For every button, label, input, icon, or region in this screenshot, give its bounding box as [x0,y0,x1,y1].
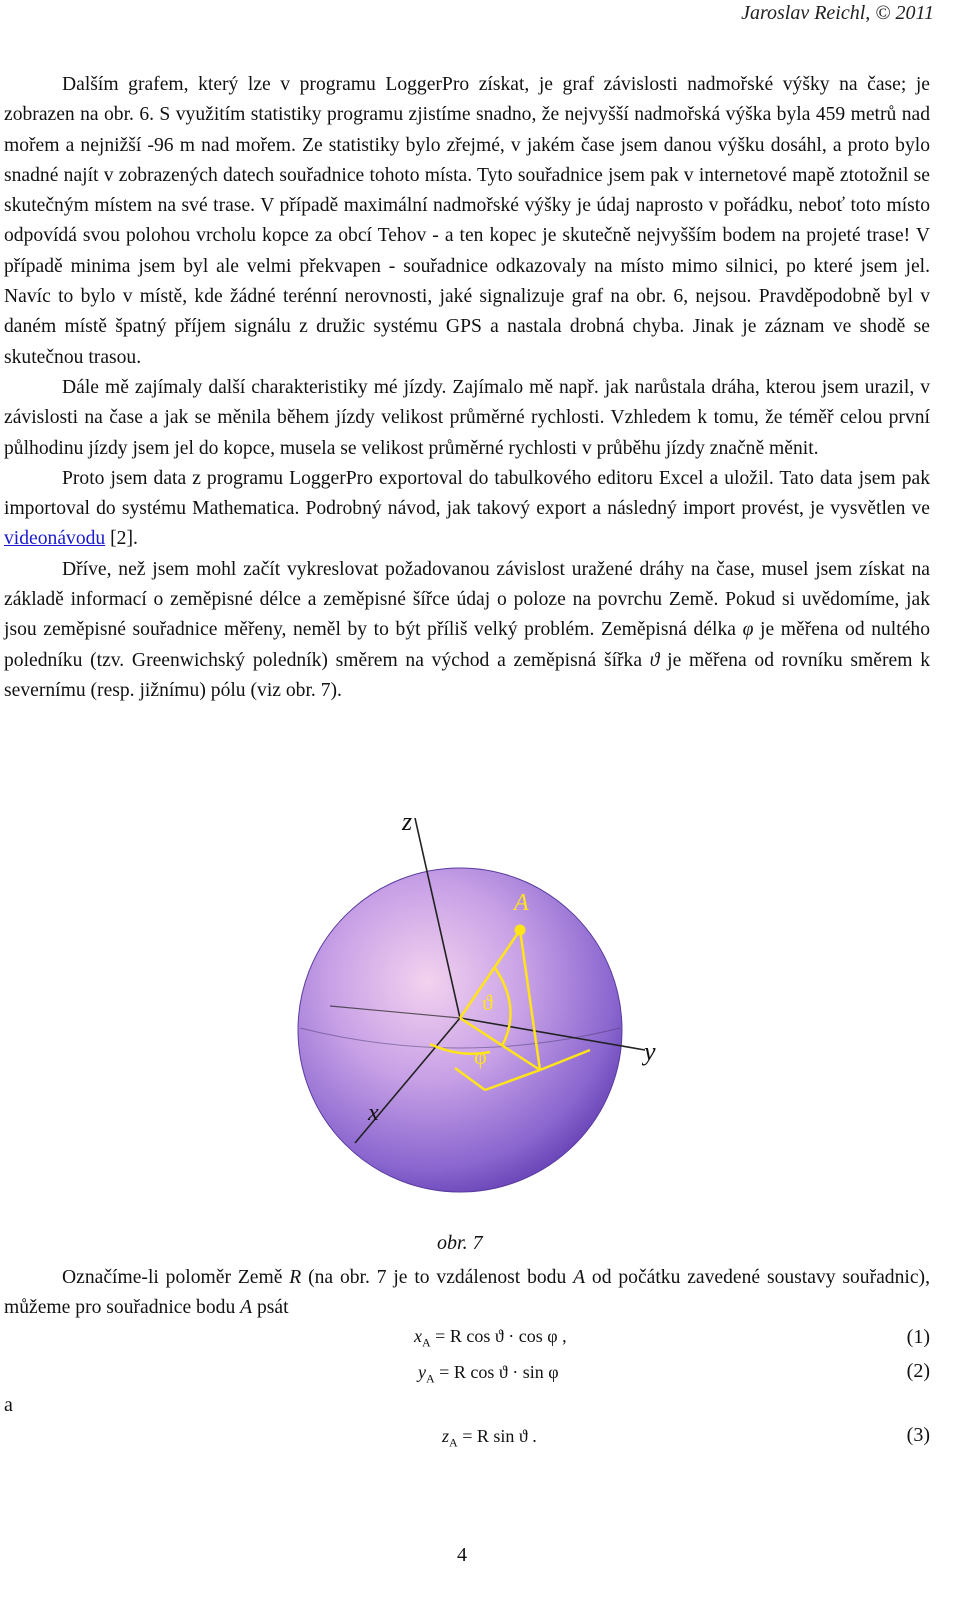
paragraph-export-text: Proto jsem data z programu LoggerPro exportoval do tabulkového editoru Excel a uložil. Tato data jsem pak importoval do systému Mathematica. Podrobný návod, jak takový export a následný import provést, je vysvětlen ve [4,467,930,520]
equation-1 [414,1326,567,1351]
paragraph-altitude: Dalším grafem, který lze v programu LoggerPro získat, je graf závislosti nadmořské výšky na čase; je zobrazen na obr. 6. S využitím statistiky programu zjistíme snadno, že nejvyšší nadmořská výška byla 459 metrů nad mořem a nejnižší -96 m nad mořem. Ze statistiky bylo zřejmé, v jakém čase jsem danou výšku dosáhl, a proto bylo snadné najít v zobrazených datech souřadnice tohoto místa. Tyto souřadnice jsem pak v internetové mapě ztotožnil se skutečným místem na své trase. V případě maximální nadmořské výšky je údaj naprosto v pořádku, neboť toto místo odpovídá svou polohou vrcholu kopce za obcí Tehov - a ten kopec je skutečně nejvyšším bodem na projeté trase! V případě minima jsem byl ale velmi překvapen - souřadnice odkazovaly na místo mimo silnici, po které jsem jel. Navíc to bylo v místě, kde žádné terénní nerovnosti, jaké signalizuje graf na obr. 6, nejsou. Pravděpodobně byl v daném místě špatný příjem signálu z družic systému GPS a nastala drobná chyba. Jinak je záznam ve shodě se skutečnou trasou. [4,74,930,368]
page-number: 4 [457,1544,467,1566]
paragraph-radius [4,1263,930,1323]
figure-caption: obr. 7 [437,1232,483,1254]
theta-symbol: ϑ [649,649,660,671]
radius-text-1: Označíme-li poloměr Země [62,1267,290,1288]
eq3-rhs: = R sin ϑ . [462,1426,537,1446]
sphere-figure [290,818,690,1238]
eq2-sub: A [426,1371,435,1386]
phi-symbol: φ [742,619,754,641]
sphere-diagram [290,818,690,1238]
sphere [298,868,622,1192]
eq1-var: x [414,1326,422,1346]
paragraph-coordinates [4,555,930,706]
phi-label: φ [474,1044,487,1069]
theta-label: ϑ [482,990,493,1015]
point-A [515,925,526,936]
A-label: A [514,890,529,916]
A-symbol-2: A [240,1297,253,1318]
paragraph-export-ref: [2]. [105,528,138,550]
equation-1-number: (1) [906,1326,930,1348]
body-text [4,70,930,706]
equation-2 [418,1362,559,1387]
radius-text-4: psát [252,1297,289,1318]
eq3-sub: A [449,1435,458,1450]
radius-text-3: od počátku zavedené soustavy souřadnic), můžeme pro souřadnice bodu [4,1267,930,1318]
eq1-sub: A [422,1335,431,1350]
x-label: x [368,1100,379,1126]
videonavod-link[interactable]: videonávodu [4,528,106,550]
body-text-after [4,1263,930,1323]
page-header-author: Jaroslav Reichl, © 2011 [741,2,934,24]
eq2-var: y [418,1362,426,1382]
R-symbol: R [289,1267,302,1288]
eq3-var: z [442,1426,450,1446]
equation-2-number: (2) [906,1360,930,1382]
eq2-rhs: = R cos ϑ · sin φ [439,1362,559,1382]
A-symbol: A [573,1267,586,1288]
coord-text-2: je měřena od nultého poledníku (tzv. Greenwichský poledník) směrem na východ a zeměpisná šířka [4,619,930,671]
paragraph-characteristics: Dále mě zajímaly další charakteristiky mé jízdy. Zajímalo mě např. jak narůstala dráha, kterou jsem urazil, v závislosti na čase a jak se měnila během jízdy velikost průměrné rychlosti. Vzhledem k tomu, že téměř celou první půlhodinu jízdy jsem jel do kopce, musela se velikost průměrné rychlosti v průběhu jízdy značně měnit. [4,376,930,459]
coord-text-1: Dříve, než jsem mohl začít vykreslovat požadovanou závislost uražené dráhy na čase, musel jsem získat na základě informací o zeměpisné délce a zeměpisné šířce údaj o poloze na povrchu Země. Pokud si uvědomíme, jak jsou zeměpisné souřadnice měřeny, neměl by to být příliš velký problém. Zeměpisná délka [4,558,930,641]
y-label: y [644,1037,656,1066]
equation-3 [442,1426,537,1451]
coord-text-3: je měřena od rovníku směrem k severnímu (resp. jižnímu) pólu (viz obr. 7). [4,649,930,701]
radius-text-2: (na obr. 7 je to vzdálenost bodu [301,1267,574,1288]
eq1-rhs: = R cos ϑ · cos φ , [435,1326,567,1346]
connector-word: a [4,1394,13,1416]
paragraph-export [4,464,930,555]
equation-3-number: (3) [906,1424,930,1446]
z-label: z [402,818,413,836]
